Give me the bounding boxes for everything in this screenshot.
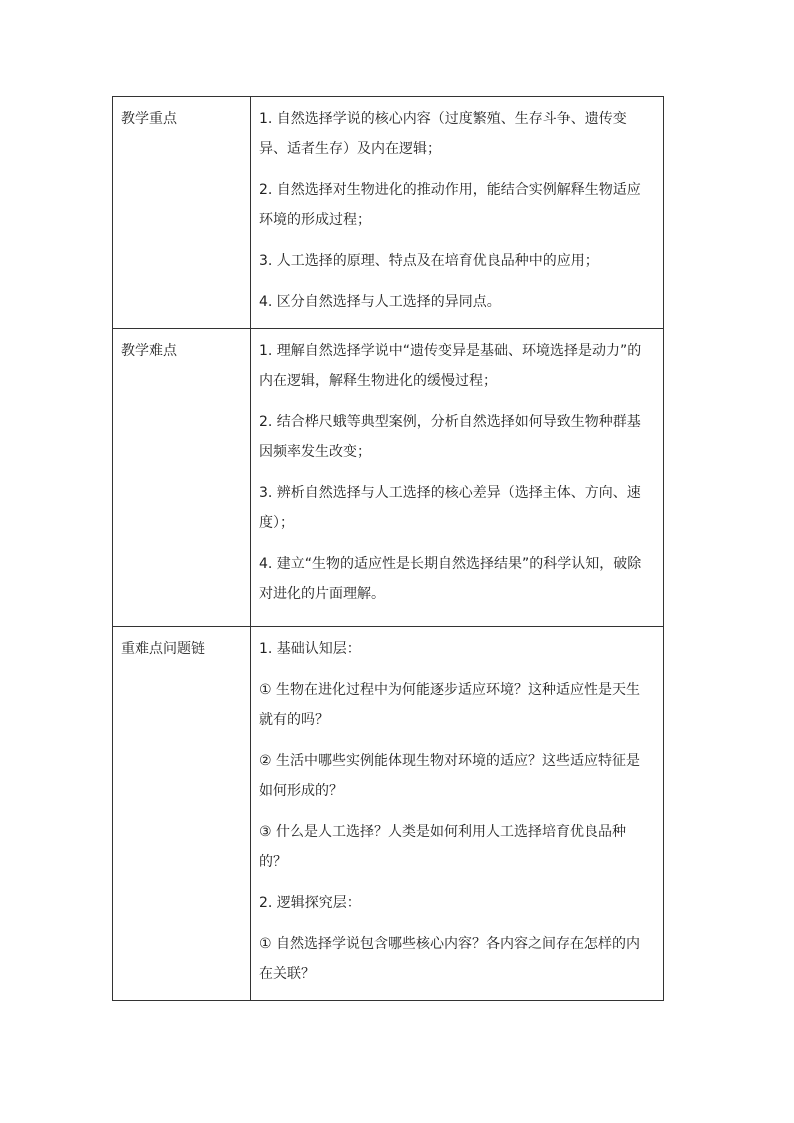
row-label-question-chain: 重难点问题链	[113, 627, 251, 1001]
list-item: ① 生物在进化过程中为何能逐步适应环境？这种适应性是天生就有的吗？	[259, 682, 640, 728]
list-item: 4. 建立“生物的适应性是长期自然选择结果”的科学认知，破除对进化的片面理解。	[259, 556, 642, 602]
list-item: 2. 结合桦尺蛾等典型案例，分析自然选择如何导致生物种群基因频率发生改变；	[259, 414, 641, 460]
table-row-key-points	[113, 97, 664, 329]
list-item: 1. 基础认知层：	[259, 641, 361, 657]
list-item: ② 生活中哪些实例能体现生物对环境的适应？这些适应特征是如何形成的？	[259, 753, 640, 799]
list-item: ① 自然选择学说包含哪些核心内容？各内容之间存在怎样的内在关联？	[259, 936, 640, 982]
lesson-plan-table	[112, 96, 664, 1001]
list-item: 2. 自然选择对生物进化的推动作用，能结合实例解释生物适应环境的形成过程；	[259, 182, 641, 228]
list-item: 3. 辨析自然选择与人工选择的核心差异（选择主体、方向、速度）；	[259, 485, 641, 531]
list-item: 4. 区分自然选择与人工选择的异同点。	[259, 294, 501, 310]
row-label-difficulties: 教学难点	[113, 329, 251, 627]
list-item: 2. 逻辑探究层：	[259, 895, 361, 911]
row-content-difficulties	[251, 329, 664, 627]
table-row-difficulties	[113, 329, 664, 627]
list-item: 1. 理解自然选择学说中“遗传变异是基础、环境选择是动力”的内在逻辑，解释生物进化的缓慢过程；	[259, 343, 642, 389]
list-item: 1. 自然选择学说的核心内容（过度繁殖、生存斗争、遗传变异、适者生存）及内在逻辑；	[259, 111, 627, 157]
table-row-question-chain	[113, 627, 664, 1001]
row-label-key-points: 教学重点	[113, 97, 251, 329]
list-item: 3. 人工选择的原理、特点及在培育优良品种中的应用；	[259, 253, 599, 269]
list-item: ③ 什么是人工选择？人类是如何利用人工选择培育优良品种的？	[259, 824, 626, 870]
row-content-key-points	[251, 97, 664, 329]
row-content-question-chain	[251, 627, 664, 1001]
